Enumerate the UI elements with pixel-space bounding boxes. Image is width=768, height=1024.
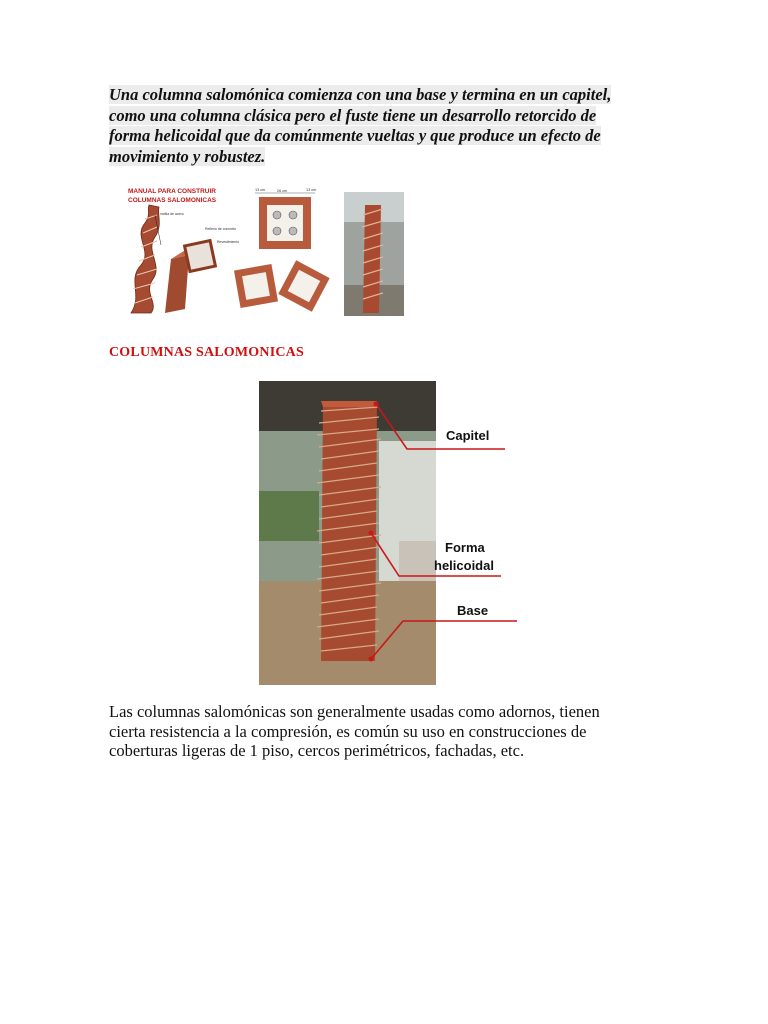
column-photo — [259, 381, 519, 685]
column-photo-thumbnail — [344, 192, 404, 316]
body-line: cierta resistencia a la compresión, es común su uso en construcciones de — [109, 721, 587, 741]
column-labelled-figure — [259, 381, 519, 685]
intro-line: como una columna clásica pero el fuste tiene un desarrollo retorcido de — [109, 105, 597, 125]
manual-title: MANUAL PARA CONSTRUIR — [128, 188, 216, 195]
manual-title: COLUMNAS SALOMONICAS — [128, 197, 217, 204]
svg-text:Relleno de concreto: Relleno de concreto — [205, 227, 237, 231]
manual-construction-figure — [125, 185, 405, 317]
body-line: coberturas ligeras de 1 piso, cercos perimétricos, fachadas, etc. — [109, 741, 525, 760]
svg-text:Revestimiento: Revestimiento — [217, 240, 240, 244]
svg-text:varilla de acero: varilla de acero — [160, 212, 184, 216]
label-helicoidal: helicoidal — [434, 558, 494, 573]
label-base: Base — [457, 603, 489, 618]
intro-paragraph — [109, 85, 669, 167]
label-capitel: Capitel — [446, 428, 490, 443]
intro-line: forma helicoidal que da comúnmente vueltas y que produce un efecto de — [109, 126, 601, 145]
label-forma: Forma — [445, 540, 485, 555]
intro-line: movimiento y robustez. — [109, 146, 266, 166]
body-line: Las columnas salomónicas son generalmente usadas como adornos, tienen — [109, 702, 600, 721]
section-heading: COLUMNAS SALOMONICAS — [109, 345, 304, 360]
plan-section-drawing — [255, 188, 316, 249]
body-paragraph — [109, 702, 664, 761]
intro-line: Una columna salomónica comienza con una base y termina en un capitel, — [109, 85, 612, 104]
svg-text:26 cm: 26 cm — [277, 189, 288, 193]
svg-text:13 cm: 13 cm — [255, 188, 266, 192]
svg-text:13 cm: 13 cm — [306, 188, 317, 192]
